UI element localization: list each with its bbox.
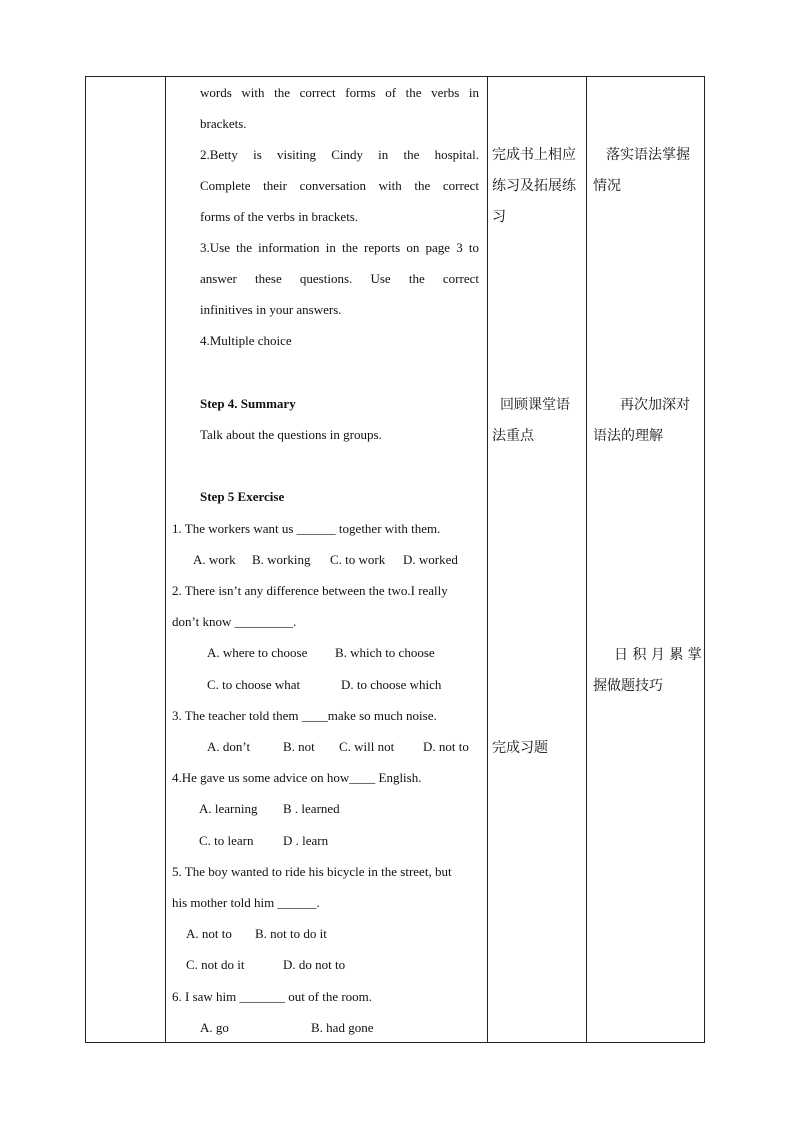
purpose-3-line-2: 握做题技巧 bbox=[593, 678, 663, 694]
column-divider bbox=[586, 77, 587, 1042]
step-4-title: Step 4. Summary bbox=[200, 396, 296, 411]
question-1: 1. The workers want us ______ together with them. bbox=[172, 521, 441, 536]
column-divider bbox=[165, 77, 166, 1042]
activity-2-line-1: 回顾课堂语 bbox=[500, 397, 570, 413]
question-1-option-b: B. working bbox=[252, 552, 311, 567]
purpose-2-line-2: 语法的理解 bbox=[593, 428, 663, 444]
question-4: 4.He gave us some advice on how____ English. bbox=[172, 770, 422, 785]
question-1-option-a: A. work bbox=[193, 552, 236, 567]
item-2-line-2: Complete their conversation with the correct bbox=[200, 178, 479, 193]
purpose-1-line-2: 情况 bbox=[593, 178, 621, 194]
column-divider bbox=[487, 77, 488, 1042]
question-2-line-2: don’t know _________. bbox=[172, 614, 297, 629]
question-2-option-a: A. where to choose bbox=[207, 645, 308, 660]
item-4: 4.Multiple choice bbox=[200, 333, 292, 348]
question-4-option-c: C. to learn bbox=[199, 833, 254, 848]
question-4-option-b: B . learned bbox=[283, 801, 340, 816]
question-6: 6. I saw him _______ out of the room. bbox=[172, 989, 373, 1004]
question-4-option-d: D . learn bbox=[283, 833, 329, 848]
question-5-option-a: A. not to bbox=[186, 926, 232, 941]
activity-3: 完成习题 bbox=[492, 740, 548, 756]
question-5-option-d: D. do not to bbox=[283, 957, 346, 972]
question-3-option-d: D. not to bbox=[423, 739, 469, 754]
activity-1-line-1: 完成书上相应 bbox=[492, 147, 576, 163]
purpose-3-line-1: 日 积 月 累 掌 bbox=[614, 647, 702, 663]
question-5-line-2: his mother told him ______. bbox=[172, 895, 320, 910]
question-5-option-c: C. not do it bbox=[186, 957, 245, 972]
question-2-option-d: D. to choose which bbox=[341, 677, 442, 692]
question-5-option-b: B. not to do it bbox=[255, 926, 327, 941]
intro-line-2: brackets. bbox=[200, 116, 247, 131]
intro-line-1: words with the correct forms of the verbs in bbox=[200, 85, 479, 100]
item-3-line-1: 3.Use the information in the reports on page 3 to bbox=[200, 240, 479, 255]
question-6-option-a: A. go bbox=[200, 1020, 229, 1035]
purpose-2-line-1: 再次加深对 bbox=[620, 397, 690, 413]
item-3-line-2: answer these questions. Use the correct bbox=[200, 271, 479, 286]
question-1-option-c: C. to work bbox=[330, 552, 386, 567]
question-3-option-c: C. will not bbox=[339, 739, 395, 754]
item-2-line-1: 2.Betty is visiting Cindy in the hospital. bbox=[200, 147, 479, 162]
activity-1-line-2: 练习及拓展练 bbox=[492, 178, 576, 194]
question-6-option-b: B. had gone bbox=[311, 1020, 374, 1035]
step-5-title: Step 5 Exercise bbox=[200, 489, 285, 504]
question-2-option-b: B. which to choose bbox=[335, 645, 435, 660]
question-3: 3. The teacher told them ____make so much noise. bbox=[172, 708, 437, 723]
question-4-option-a: A. learning bbox=[199, 801, 258, 816]
item-2-line-3: forms of the verbs in brackets. bbox=[200, 209, 359, 224]
item-3-line-3: infinitives in your answers. bbox=[200, 302, 342, 317]
question-3-option-b: B. not bbox=[283, 739, 315, 754]
activity-1-line-3: 习 bbox=[492, 209, 506, 225]
question-2-line-1: 2. There isn’t any difference between the two.I really bbox=[172, 583, 448, 598]
question-2-option-c: C. to choose what bbox=[207, 677, 301, 692]
activity-2-line-2: 法重点 bbox=[492, 428, 534, 444]
question-3-option-a: A. don’t bbox=[207, 739, 251, 754]
question-5-line-1: 5. The boy wanted to ride his bicycle in the street, but bbox=[172, 864, 452, 879]
question-1-option-d: D. worked bbox=[403, 552, 458, 567]
step-4-text: Talk about the questions in groups. bbox=[200, 427, 382, 442]
purpose-1-line-1: 落实语法掌握 bbox=[606, 147, 690, 163]
